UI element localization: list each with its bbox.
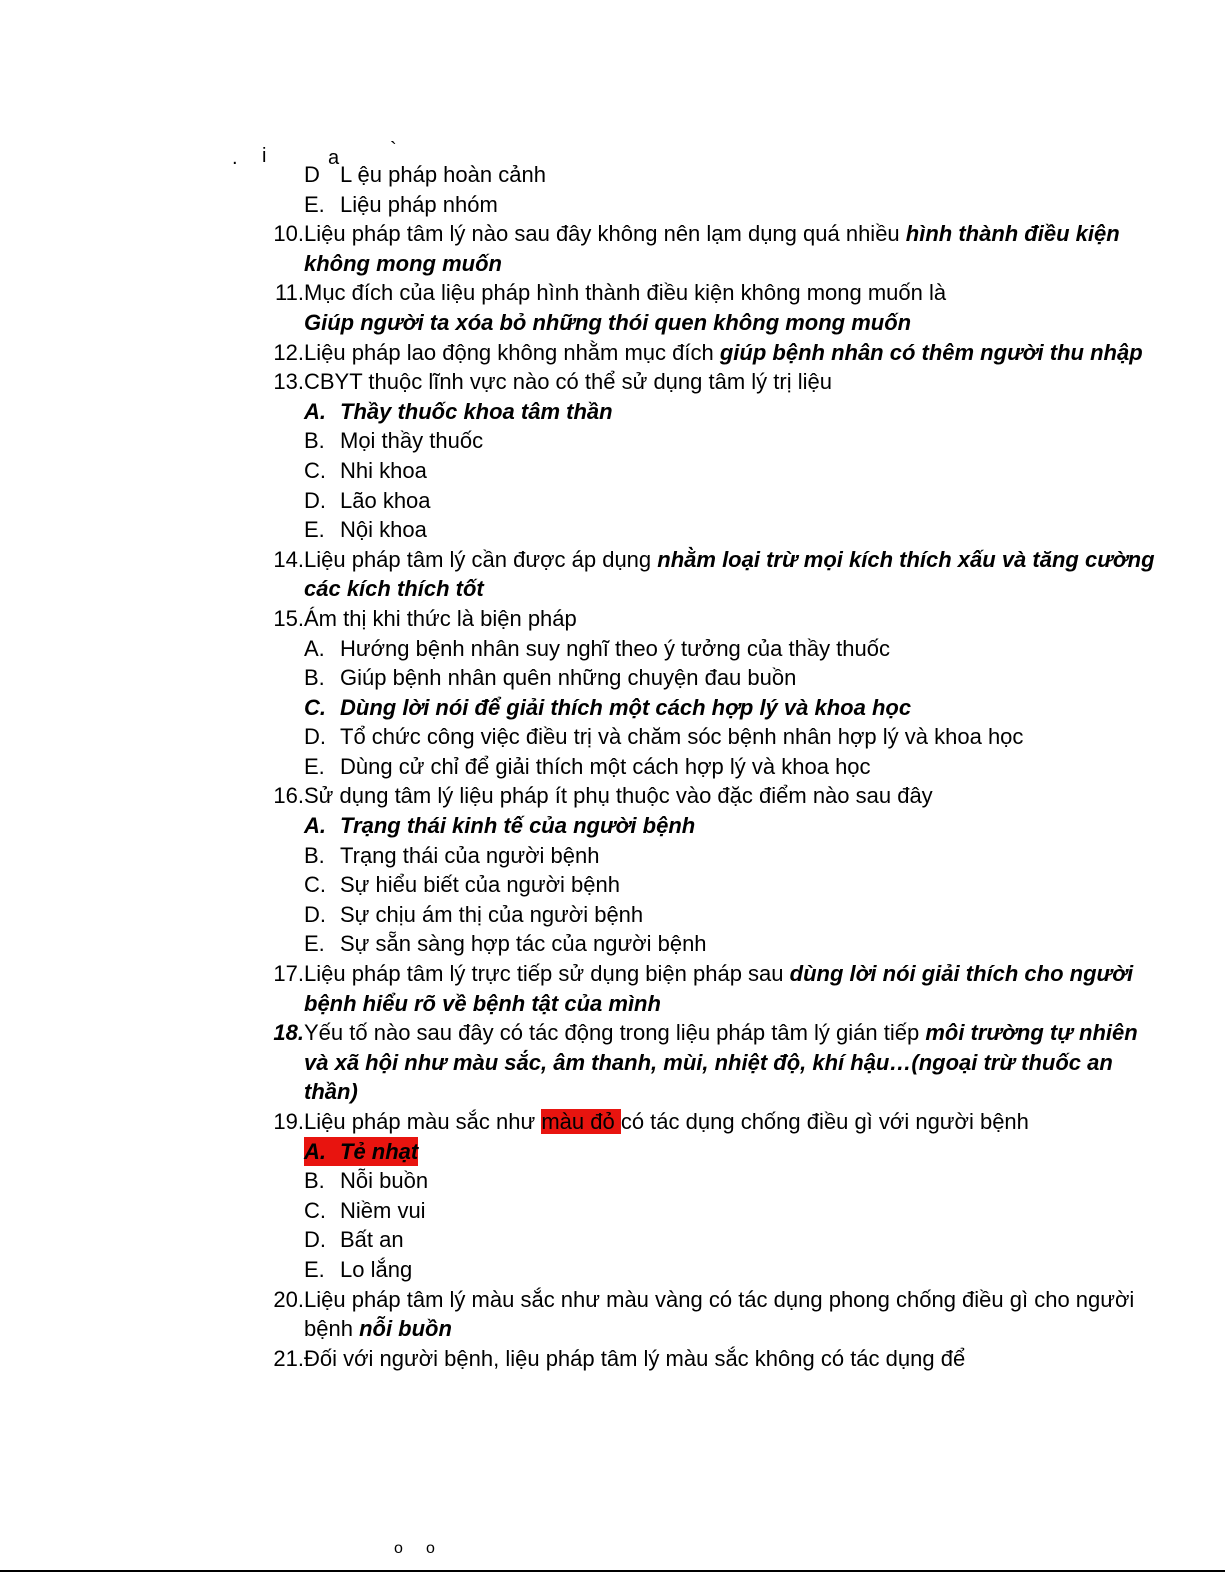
- answer-text: giúp bệnh nhân có thêm người thu nhập: [719, 339, 1143, 365]
- answer-text: môi trường tự nhiên và xã hội như màu sắc, âm thanh, mùi, nhiệt độ, khí hậu…(ngoại trừ thuốc an thần): [304, 1020, 1138, 1105]
- option-16-d: [262, 900, 1162, 930]
- option-9-e: [262, 190, 1162, 220]
- option-text: Tổ chức công việc điều trị và chăm sóc bệnh nhân hợp lý và khoa học: [340, 724, 1024, 750]
- option-15-a: [262, 634, 1162, 664]
- question-11: [262, 278, 1162, 308]
- option-15-d: [262, 722, 1162, 752]
- question-number: 16.: [273, 783, 304, 809]
- option-text: Lo lắng: [340, 1256, 413, 1282]
- question-number: 13.: [273, 369, 304, 395]
- option-letter: C.: [304, 457, 326, 483]
- option-letter: A.: [304, 1138, 326, 1164]
- artifact-grave: `: [390, 139, 397, 161]
- option-letter: E.: [304, 931, 325, 957]
- option-text: Hướng bệnh nhân suy nghĩ theo ý tưởng của thầy thuốc: [340, 635, 890, 661]
- highlighted-text: màu đỏ: [541, 1109, 621, 1134]
- question-text: Liệu pháp lao động không nhằm mục đích giúp bệnh nhân có thêm người thu nhập: [304, 339, 1143, 365]
- option-19-e: [262, 1255, 1162, 1285]
- option-letter: D.: [304, 1227, 326, 1253]
- option-letter: B.: [304, 665, 325, 691]
- question-number: 20.: [273, 1286, 304, 1312]
- question-20: [262, 1285, 1162, 1344]
- option-19-a: [262, 1137, 1162, 1167]
- option-text: Tẻ nhạt: [340, 1138, 419, 1164]
- option-text: Nhi khoa: [340, 457, 427, 483]
- question-text: Ám thị khi thức là biện pháp: [304, 605, 577, 631]
- answer-text: hình thành điều kiện không mong muốn: [304, 221, 1120, 276]
- option-13-c: [262, 456, 1162, 486]
- option-text: Bất an: [340, 1227, 404, 1253]
- option-13-b: [262, 426, 1162, 456]
- question-14: [262, 545, 1162, 604]
- answer-text: nhằm loại trừ mọi kích thích xấu và tăng cường các kích thích tốt: [304, 546, 1155, 602]
- question-13: [262, 367, 1162, 397]
- question-text: Đối với người bệnh, liệu pháp tâm lý màu sắc không có tác dụng để: [304, 1345, 966, 1371]
- option-letter: A.: [304, 635, 325, 661]
- document-body: [262, 160, 1162, 1373]
- option-19-b: [262, 1166, 1162, 1196]
- question-text: Liệu pháp tâm lý trực tiếp sử dụng biện pháp sau dùng lời nói giải thích cho người bệnh hiểu rõ về bệnh tật của mình: [304, 961, 1134, 1016]
- option-text: Nội khoa: [340, 517, 427, 543]
- question-21: [262, 1344, 1162, 1374]
- question-text: Liệu pháp màu sắc như màu đỏ có tác dụng chống điều gì với người bệnh: [304, 1109, 1029, 1134]
- option-text: Dùng lời nói để giải thích một cách hợp lý và khoa học: [340, 694, 912, 720]
- footer-mark: o: [394, 1540, 403, 1557]
- question-text: Liệu pháp tâm lý nào sau đây không nên lạm dụng quá nhiều hình thành điều kiện không mong muốn: [304, 221, 1120, 276]
- option-19-c: [262, 1196, 1162, 1226]
- question-number: 10.: [273, 221, 304, 247]
- artifact-dot: .: [232, 147, 238, 169]
- answer-11: [262, 308, 1162, 338]
- question-number: 18.: [273, 1020, 304, 1046]
- question-number: 21.: [273, 1345, 304, 1371]
- option-text: Sự hiểu biết của người bệnh: [340, 872, 620, 898]
- option-16-e: [262, 929, 1162, 959]
- option-text: Nỗi buồn: [340, 1168, 429, 1194]
- question-number: 19.: [273, 1109, 304, 1134]
- question-15: [262, 604, 1162, 634]
- option-text: Trạng thái kinh tế của người bệnh: [340, 813, 696, 839]
- option-13-e: [262, 515, 1162, 545]
- question-text: Liệu pháp tâm lý màu sắc như màu vàng có tác dụng phong chống điều gì cho người bệnh nỗi buồn: [304, 1286, 1135, 1342]
- option-letter: E.: [304, 1256, 325, 1282]
- option-letter: C.: [304, 872, 326, 898]
- option-text: Niềm vui: [340, 1197, 426, 1223]
- question-text: Yếu tố nào sau đây có tác động trong liệu pháp tâm lý gián tiếp môi trường tự nhiên và xã hội như màu sắc, âm thanh, mùi, nhiệt độ, khí hậu…(ngoại trừ thuốc an thần): [304, 1020, 1138, 1105]
- question-16: [262, 781, 1162, 811]
- answer-text: Giúp người ta xóa bỏ những thói quen không mong muốn: [304, 309, 912, 335]
- option-15-e: [262, 752, 1162, 782]
- option-text: Lão khoa: [340, 487, 431, 513]
- question-12: [262, 338, 1162, 368]
- question-text: Sử dụng tâm lý liệu pháp ít phụ thuộc vào đặc điểm nào sau đây: [304, 783, 933, 809]
- option-13-a: [262, 397, 1162, 427]
- option-15-b: [262, 663, 1162, 693]
- option-letter: B.: [304, 842, 325, 868]
- question-text: Mục đích của liệu pháp hình thành điều kiện không mong muốn là: [304, 280, 947, 306]
- question-number: 12.: [273, 339, 304, 365]
- option-text: L ệu pháp hoàn cảnh: [340, 162, 546, 187]
- option-9-d: [262, 160, 1162, 190]
- artifact-i: i: [262, 145, 267, 167]
- question-19: [262, 1107, 1162, 1137]
- option-letter: B.: [304, 1168, 325, 1194]
- option-text: Mọi thầy thuốc: [340, 428, 484, 454]
- option-letter: E.: [304, 517, 325, 543]
- option-letter: C.: [304, 1197, 326, 1223]
- option-letter: B.: [304, 428, 325, 454]
- page-bottom-rule: [0, 1570, 1225, 1572]
- option-letter: D: [304, 162, 320, 187]
- option-letter: A.: [304, 398, 326, 424]
- option-text: Trạng thái của người bệnh: [340, 842, 600, 868]
- answer-text: dùng lời nói giải thích cho người bệnh hiểu rõ về bệnh tật của mình: [304, 961, 1134, 1016]
- option-text: Giúp bệnh nhân quên những chuyện đau buồn: [340, 665, 797, 691]
- option-letter: E.: [304, 191, 325, 217]
- option-letter: D.: [304, 724, 326, 750]
- option-16-a: [262, 811, 1162, 841]
- footer-mark: o: [426, 1540, 435, 1557]
- question-number: 14.: [273, 546, 304, 572]
- question-number: 11.: [275, 280, 304, 306]
- question-text: Liệu pháp tâm lý cần được áp dụng nhằm loại trừ mọi kích thích xấu và tăng cường các kích thích tốt: [304, 546, 1155, 602]
- option-letter: E.: [304, 753, 325, 779]
- option-16-c: [262, 870, 1162, 900]
- answer-text: nỗi buồn: [359, 1316, 452, 1342]
- option-text: Sự chịu ám thị của người bệnh: [340, 901, 644, 927]
- option-15-c: [262, 693, 1162, 723]
- option-text: Liệu pháp nhóm: [340, 191, 498, 217]
- question-10: [262, 219, 1162, 278]
- question-18: [262, 1018, 1162, 1107]
- option-19-d: [262, 1225, 1162, 1255]
- question-number: 17.: [273, 961, 304, 987]
- option-letter: D.: [304, 901, 326, 927]
- question-17: [262, 959, 1162, 1018]
- artifact-a: a: [328, 147, 340, 169]
- option-text: Dùng cử chỉ để giải thích một cách hợp lý và khoa học: [340, 753, 871, 779]
- question-text: CBYT thuộc lĩnh vực nào có thể sử dụng tâm lý trị liệu: [304, 369, 832, 395]
- option-13-d: [262, 486, 1162, 516]
- option-text: Sự sẵn sàng hợp tác của người bệnh: [340, 931, 707, 957]
- option-letter: C.: [304, 694, 326, 720]
- option-16-b: [262, 841, 1162, 871]
- option-letter: D.: [304, 487, 326, 513]
- option-letter: A.: [304, 813, 326, 839]
- highlighted-answer: [304, 1137, 418, 1167]
- option-text: Thầy thuốc khoa tâm thần: [340, 398, 613, 424]
- question-number: 15.: [273, 605, 304, 631]
